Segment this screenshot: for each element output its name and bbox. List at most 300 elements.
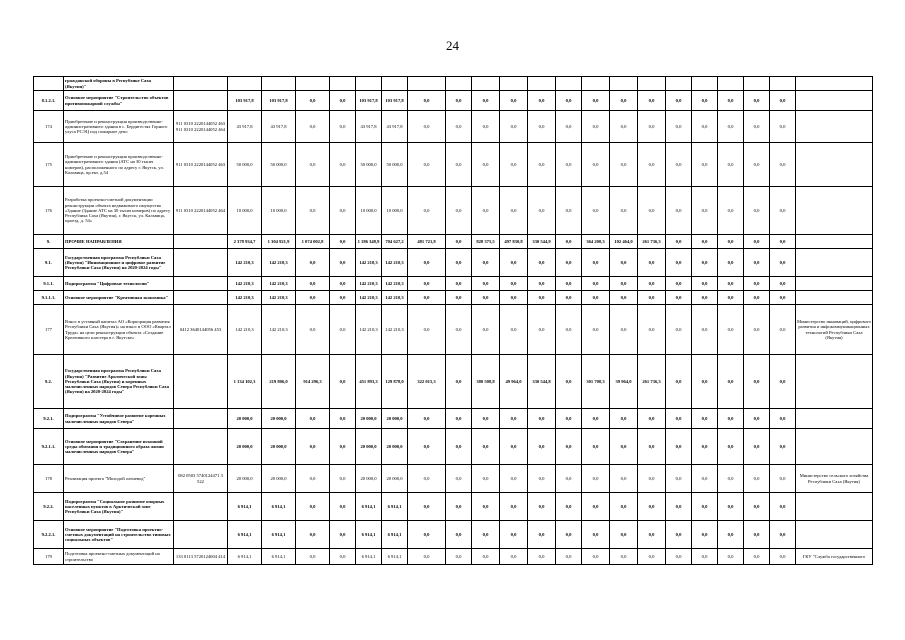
amount-cell: 0,0 [296,549,330,565]
amount-cell: 0,0 [446,549,472,565]
executor-cell [796,187,873,235]
amount-cell: 380 508,8 [472,355,500,409]
amount-cell: 129 878,0 [382,355,408,409]
amount-cell: 103 917,8 [356,91,382,111]
amount-cell: 0,0 [666,291,692,305]
amount-cell: 43 917,8 [228,111,262,143]
amount-cell: 20 000,0 [356,429,382,465]
item-name-cell: Приобретение и реконструкция производственно-административного здания (АТС на 30 тысяч номеров), расположенного по адресу г. Якутск, ул. Кальвица, пр.ект, д.54 [64,143,174,187]
amount-cell: 0,0 [638,91,666,111]
row-number-cell: 9.2.2. [34,493,64,521]
amount-cell: 0,0 [528,465,556,493]
amount-cell: 0,0 [718,305,744,355]
amount-cell: 0,0 [528,277,556,291]
executor-cell: Министерство инноваций, цифрового развития и инфокоммуникационных технологий Республики Саха (Якутия) [796,305,873,355]
amount-cell: 0,0 [582,409,610,429]
table-row [34,111,873,143]
amount-cell: 1 304 921,9 [262,235,296,249]
amount-cell: 0,0 [666,429,692,465]
amount-cell: 0,0 [472,91,500,111]
row-number-cell: 9.2.2.1. [34,521,64,549]
amount-cell: 0,0 [638,549,666,565]
amount-cell: 451 893,3 [356,355,382,409]
amount-cell: 0,0 [528,91,556,111]
amount-cell: 0,0 [692,305,718,355]
row-number-cell: 9.1.1. [34,277,64,291]
executor-cell [796,291,873,305]
amount-cell: 0,0 [408,187,446,235]
amount-cell [582,77,610,91]
amount-cell: 0,0 [744,187,770,235]
amount-cell: 0,0 [472,409,500,429]
table-row [34,291,873,305]
amount-cell: 0,0 [408,291,446,305]
item-name-cell: Подготовка проектно-сметных документаций на строительство [64,549,174,565]
amount-cell: 50 000,0 [262,143,296,187]
amount-cell: 6 914,1 [262,549,296,565]
amount-cell: 0,0 [744,429,770,465]
amount-cell: 0,0 [500,91,528,111]
amount-cell: 0,0 [638,277,666,291]
amount-cell: 0,0 [446,235,472,249]
executor-cell [796,409,873,429]
amount-cell: 0,0 [718,277,744,291]
amount-cell: 0,0 [666,187,692,235]
amount-cell: 0,0 [528,187,556,235]
amount-cell: 43 917,8 [262,111,296,143]
amount-cell: 2 378 934,7 [228,235,262,249]
budget-code-cell: 133 0113 5720124004 414 [174,549,228,565]
amount-cell: 0,0 [528,521,556,549]
row-number-cell: 177 [34,305,64,355]
amount-cell: 0,0 [638,111,666,143]
amount-cell: 0,0 [692,91,718,111]
amount-cell: 49 964,0 [500,355,528,409]
executor-cell [796,429,873,465]
amount-cell: 0,0 [692,291,718,305]
amount-cell: 0,0 [296,429,330,465]
budget-code-cell [174,91,228,111]
amount-cell: 0,0 [666,111,692,143]
amount-cell: 0,0 [528,493,556,521]
row-number-cell: 8.1.2.1. [34,91,64,111]
amount-cell: 0,0 [556,111,582,143]
amount-cell: 0,0 [556,291,582,305]
amount-cell: 0,0 [744,249,770,277]
budget-code-cell [174,429,228,465]
amount-cell: 0,0 [330,277,356,291]
amount-cell: 0,0 [556,143,582,187]
amount-cell: 0,0 [296,249,330,277]
amount-cell: 20 000,0 [262,465,296,493]
amount-cell: 0,0 [582,493,610,521]
amount-cell: 0,0 [528,291,556,305]
amount-cell: 142 210,3 [228,291,262,305]
amount-cell: 0,0 [330,465,356,493]
amount-cell: 0,0 [692,277,718,291]
amount-cell: 0,0 [500,143,528,187]
budget-table [33,76,873,565]
amount-cell: 0,0 [500,277,528,291]
table-row [34,187,873,235]
amount-cell: 0,0 [296,187,330,235]
amount-cell: 0,0 [610,187,638,235]
amount-cell: 0,0 [408,549,446,565]
amount-cell: 0,0 [330,429,356,465]
executor-cell: Министерство сельского хозяйства Республики Саха (Якутия) [796,465,873,493]
amount-cell: 10 000,0 [356,187,382,235]
amount-cell [356,77,382,91]
amount-cell: 0,0 [744,493,770,521]
amount-cell: 0,0 [556,187,582,235]
amount-cell [770,77,796,91]
amount-cell: 0,0 [528,429,556,465]
executor-cell [796,249,873,277]
amount-cell: 0,0 [582,277,610,291]
amount-cell: 142 210,3 [382,305,408,355]
table-row [34,429,873,465]
amount-cell: 0,0 [610,277,638,291]
amount-cell [610,77,638,91]
table-row [34,91,873,111]
amount-cell: 301 700,3 [582,355,610,409]
amount-cell: 1 074 002,8 [296,235,330,249]
amount-cell: 0,0 [296,305,330,355]
amount-cell [556,77,582,91]
amount-cell: 6 914,1 [382,493,408,521]
amount-cell: 142 210,3 [228,277,262,291]
amount-cell: 10 000,0 [262,187,296,235]
amount-cell: 0,0 [718,187,744,235]
amount-cell: 102 464,0 [610,235,638,249]
amount-cell: 0,0 [296,277,330,291]
amount-cell: 0,0 [610,429,638,465]
amount-cell: 0,0 [296,291,330,305]
amount-cell: 20 000,0 [228,409,262,429]
amount-cell: 0,0 [666,355,692,409]
amount-cell: 0,0 [582,143,610,187]
amount-cell: 0,0 [582,465,610,493]
amount-cell: 0,0 [408,143,446,187]
amount-cell: 0,0 [770,355,796,409]
amount-cell: 0,0 [556,521,582,549]
row-number-cell: 9. [34,235,64,249]
amount-cell: 0,0 [556,549,582,565]
table-row [34,549,873,565]
amount-cell: 0,0 [500,549,528,565]
row-number-cell: 9.2.1.1. [34,429,64,465]
amount-cell: 0,0 [408,305,446,355]
budget-code-cell [174,249,228,277]
amount-cell: 0,0 [770,187,796,235]
amount-cell: 330 544,8 [528,355,556,409]
amount-cell: 6 914,1 [262,521,296,549]
amount-cell: 0,0 [770,549,796,565]
amount-cell: 914 296,3 [296,355,330,409]
executor-cell [796,521,873,549]
amount-cell: 0,0 [472,277,500,291]
amount-cell: 0,0 [446,305,472,355]
amount-cell: 0,0 [718,429,744,465]
amount-cell: 0,0 [638,493,666,521]
item-name-cell: гражданской обороны в Республике Саха (Якутия)" [64,77,174,91]
budget-code-cell: 911 0310 2220144052 463 [174,143,228,187]
amount-cell: 0,0 [770,493,796,521]
item-name-cell: Взнос в уставный капитал АО «Корпорация развития Республики Саха (Якутия)» на взнос в ООО «Квартал Труда» на цели реконструкции объекта «Создание Креативного кластера в г. Якутске» [64,305,174,355]
item-name-cell: ПРОЧИЕ НАПРАВЛЕНИЯ [64,235,174,249]
amount-cell: 6 914,1 [228,521,262,549]
executor-cell [796,91,873,111]
amount-cell: 0,0 [718,521,744,549]
amount-cell [718,77,744,91]
amount-cell: 6 914,1 [382,549,408,565]
amount-cell: 0,0 [582,249,610,277]
item-name-cell: Государственная программа Республики Саха (Якутия) "Развитие Арктической зоны Республики Саха (Якутия) и коренных малочисленных народов Севера Республики Саха (Якутия) на 2020-2024 годы" [64,355,174,409]
amount-cell: 0,0 [330,291,356,305]
amount-cell: 0,0 [330,493,356,521]
executor-cell [796,77,873,91]
amount-cell: 10 000,0 [228,187,262,235]
row-number-cell: 9.1. [34,249,64,277]
amount-cell: 0,0 [330,91,356,111]
amount-cell: 0,0 [500,305,528,355]
amount-cell: 0,0 [446,429,472,465]
amount-cell: 0,0 [638,143,666,187]
amount-cell: 0,0 [718,111,744,143]
amount-cell: 0,0 [408,493,446,521]
amount-cell: 0,0 [744,291,770,305]
amount-cell: 364 200,3 [582,235,610,249]
amount-cell: 0,0 [744,465,770,493]
item-name-cell: Основное мероприятие "Подготовка проектно-сметных документаций на строительство типовых социальных объектов" [64,521,174,549]
amount-cell: 0,0 [770,143,796,187]
amount-cell: 0,0 [638,291,666,305]
amount-cell: 0,0 [610,249,638,277]
amount-cell: 142 210,3 [262,305,296,355]
amount-cell: 0,0 [692,429,718,465]
amount-cell: 0,0 [718,465,744,493]
amount-cell [692,77,718,91]
amount-cell: 142 210,3 [228,249,262,277]
amount-cell: 0,0 [770,521,796,549]
amount-cell: 0,0 [528,305,556,355]
amount-cell: 0,0 [556,277,582,291]
amount-cell: 0,0 [770,235,796,249]
budget-code-cell: 911 0310 2220144052 464 [174,187,228,235]
amount-cell: 0,0 [666,521,692,549]
amount-cell: 0,0 [528,143,556,187]
amount-cell: 0,0 [408,465,446,493]
amount-cell: 142 210,3 [262,249,296,277]
amount-cell: 0,0 [472,143,500,187]
amount-cell: 0,0 [692,355,718,409]
amount-cell: 0,0 [610,521,638,549]
amount-cell: 0,0 [446,91,472,111]
amount-cell: 0,0 [472,549,500,565]
amount-cell: 0,0 [330,111,356,143]
amount-cell: 0,0 [744,91,770,111]
table-row [34,249,873,277]
amount-cell: 0,0 [556,305,582,355]
amount-cell: 43 917,8 [382,111,408,143]
amount-cell: 0,0 [718,355,744,409]
amount-cell: 142 210,3 [356,249,382,277]
item-name-cell: Государственная программа Республики Саха (Якутия) "Инновационное и цифровое развитие Республики Саха (Якутия) на 2020-2024 годы" [64,249,174,277]
amount-cell: 50 000,0 [228,143,262,187]
table-row [34,409,873,429]
amount-cell: 0,0 [500,493,528,521]
amount-cell: 0,0 [408,409,446,429]
budget-code-cell: 0412 3640144056 453 [174,305,228,355]
amount-cell: 0,0 [528,549,556,565]
amount-cell: 0,0 [744,143,770,187]
amount-cell: 0,0 [330,187,356,235]
amount-cell: 43 917,8 [356,111,382,143]
amount-cell: 0,0 [472,111,500,143]
amount-cell: 0,0 [770,291,796,305]
amount-cell: 0,0 [666,143,692,187]
amount-cell: 0,0 [556,235,582,249]
table-row [34,493,873,521]
amount-cell: 0,0 [610,549,638,565]
item-name-cell: Подпрограмма "Устойчивое развитие коренных малочисленных народов Севера" [64,409,174,429]
amount-cell: 0,0 [296,111,330,143]
amount-cell [408,77,446,91]
row-number-cell: 9.2.1. [34,409,64,429]
amount-cell: 0,0 [408,429,446,465]
amount-cell: 0,0 [638,409,666,429]
amount-cell: 0,0 [472,187,500,235]
amount-cell: 0,0 [582,291,610,305]
amount-cell: 0,0 [666,305,692,355]
amount-cell [228,77,262,91]
amount-cell [472,77,500,91]
amount-cell [296,77,330,91]
amount-cell: 0,0 [744,235,770,249]
budget-code-cell: 082 0503 5740124471 3 522 [174,465,228,493]
amount-cell: 142 210,3 [228,305,262,355]
amount-cell: 0,0 [500,249,528,277]
amount-cell: 142 210,3 [262,291,296,305]
amount-cell: 103 917,8 [262,91,296,111]
amount-cell: 0,0 [610,409,638,429]
amount-cell: 0,0 [692,187,718,235]
amount-cell: 0,0 [582,521,610,549]
executor-cell [796,111,873,143]
amount-cell [262,77,296,91]
amount-cell [744,77,770,91]
amount-cell: 0,0 [610,291,638,305]
amount-cell: 20 000,0 [356,465,382,493]
budget-code-cell: 911 0310 2220144052 463 911 0310 2220144052 464 [174,111,228,143]
amount-cell: 0,0 [610,111,638,143]
amount-cell: 0,0 [610,465,638,493]
amount-cell: 0,0 [446,111,472,143]
amount-cell: 0,0 [296,409,330,429]
amount-cell: 20 000,0 [356,409,382,429]
amount-cell: 0,0 [330,235,356,249]
amount-cell: 0,0 [330,409,356,429]
amount-cell [528,77,556,91]
amount-cell: 6 914,1 [262,493,296,521]
amount-cell: 0,0 [408,249,446,277]
amount-cell [638,77,666,91]
amount-cell: 6 914,1 [228,549,262,565]
amount-cell: 0,0 [472,305,500,355]
amount-cell: 6 914,1 [356,521,382,549]
amount-cell: 0,0 [692,143,718,187]
amount-cell: 0,0 [500,111,528,143]
amount-cell: 0,0 [718,409,744,429]
amount-cell: 0,0 [446,521,472,549]
amount-cell: 20 000,0 [262,429,296,465]
amount-cell: 0,0 [666,235,692,249]
amount-cell: 0,0 [692,549,718,565]
amount-cell: 0,0 [296,493,330,521]
amount-cell: 0,0 [666,249,692,277]
amount-cell: 0,0 [770,91,796,111]
amount-cell: 20 000,0 [228,429,262,465]
amount-cell: 0,0 [446,249,472,277]
table-row [34,305,873,355]
amount-cell: 103 917,8 [382,91,408,111]
amount-cell: 0,0 [718,91,744,111]
amount-cell: 0,0 [330,549,356,565]
amount-cell: 0,0 [692,465,718,493]
amount-cell: 0,0 [556,465,582,493]
amount-cell: 0,0 [446,187,472,235]
amount-cell: 0,0 [446,493,472,521]
amount-cell: 39 964,0 [610,355,638,409]
item-name-cell: Подпрограмма "Цифровые технологии" [64,277,174,291]
amount-cell: 0,0 [692,521,718,549]
budget-code-cell [174,409,228,429]
amount-cell: 0,0 [330,521,356,549]
amount-cell: 0,0 [330,143,356,187]
item-name-cell: Реализация проекта "Молодой оленевод" [64,465,174,493]
amount-cell: 0,0 [556,249,582,277]
amount-cell: 0,0 [556,355,582,409]
amount-cell: 0,0 [408,277,446,291]
amount-cell: 0,0 [638,187,666,235]
amount-cell: 0,0 [744,355,770,409]
amount-cell [330,77,356,91]
amount-cell: 0,0 [500,187,528,235]
amount-cell: 0,0 [556,493,582,521]
amount-cell [500,77,528,91]
amount-cell: 0,0 [666,91,692,111]
amount-cell: 0,0 [692,111,718,143]
amount-cell: 0,0 [638,465,666,493]
amount-cell: 0,0 [556,429,582,465]
amount-cell: 0,0 [718,249,744,277]
amount-cell: 0,0 [638,305,666,355]
item-name-cell: Основное мероприятие "Креативная экономика" [64,291,174,305]
amount-cell: 0,0 [666,465,692,493]
amount-cell: 0,0 [582,111,610,143]
page-number: 24 [446,38,459,53]
row-number-cell [34,77,64,91]
amount-cell: 0,0 [744,277,770,291]
table-row [34,143,873,187]
amount-cell: 322 015,3 [408,355,446,409]
amount-cell: 0,0 [500,291,528,305]
amount-cell: 0,0 [770,429,796,465]
amount-cell [446,77,472,91]
amount-cell: 0,0 [330,305,356,355]
amount-cell: 0,0 [610,493,638,521]
amount-cell: 261 736,3 [638,235,666,249]
